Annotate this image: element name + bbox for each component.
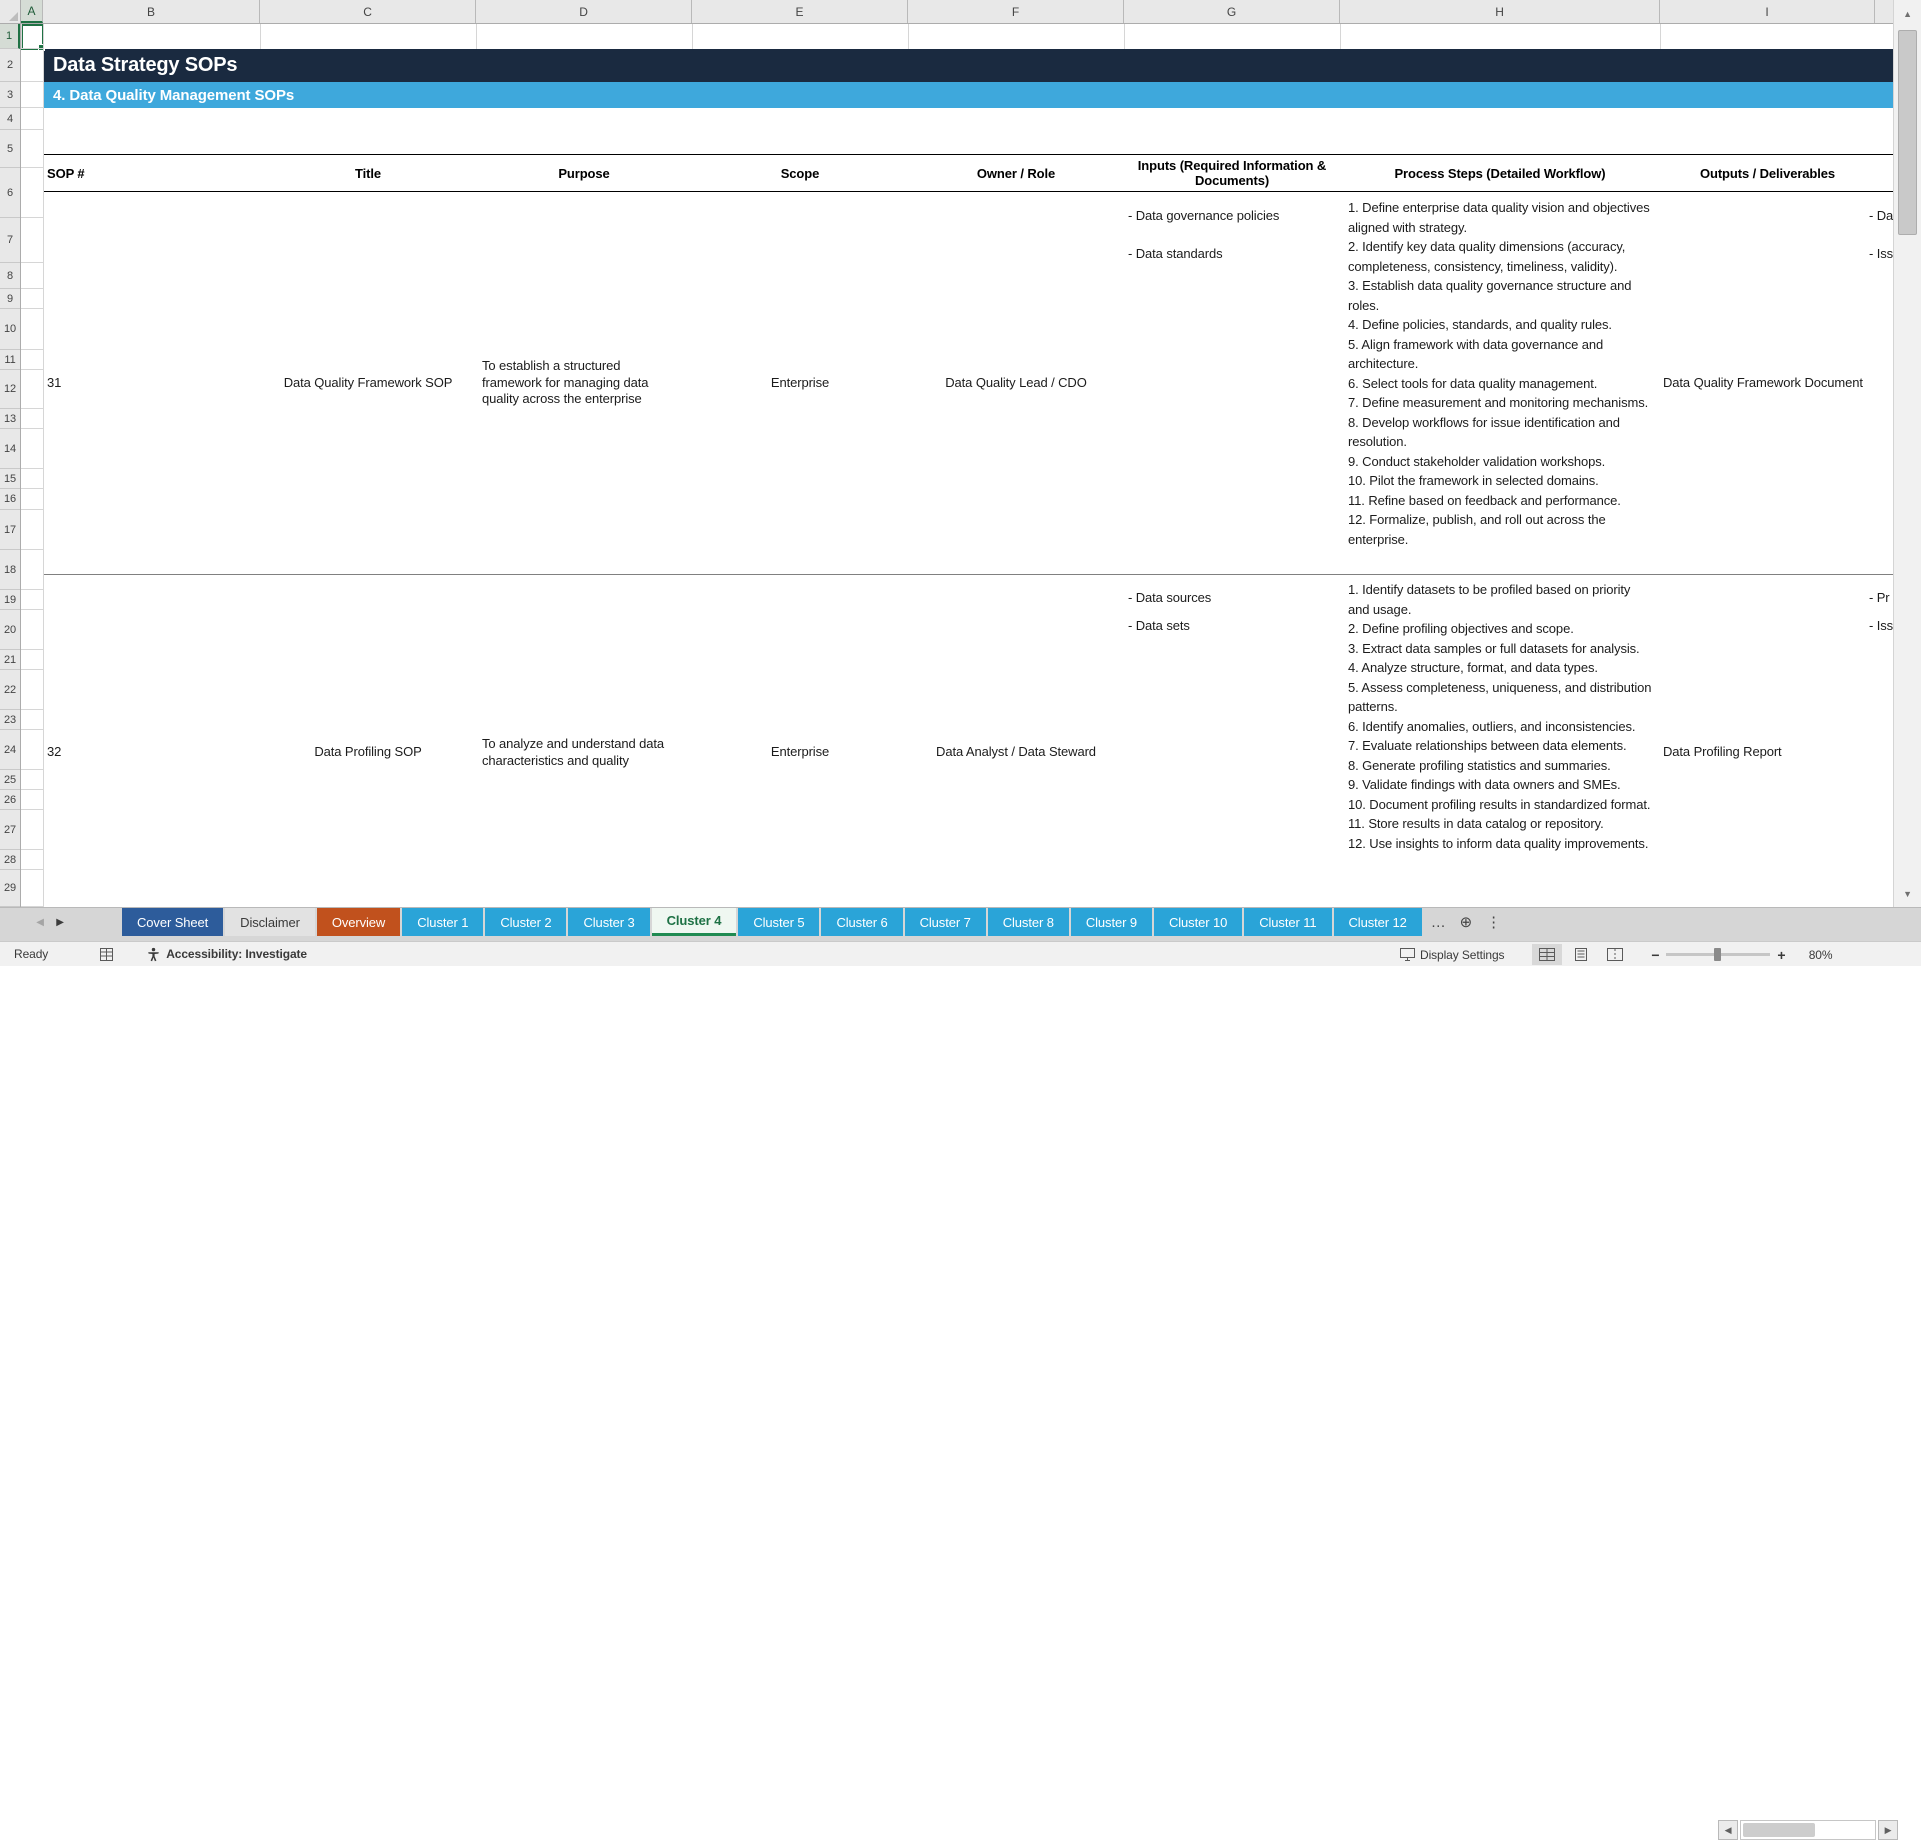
row-header-12[interactable]: 12 xyxy=(0,370,20,409)
table-header-I: Outputs / Deliverables xyxy=(1699,165,1836,181)
column-header-strip xyxy=(21,0,1893,24)
outputs-text: Data Profiling Report xyxy=(1663,744,1782,760)
cell-owner[interactable] xyxy=(908,192,1124,574)
column-header-B[interactable]: B xyxy=(43,0,260,23)
gridline xyxy=(21,262,43,263)
sheet-tabs xyxy=(122,908,1424,936)
normal-view-button[interactable] xyxy=(1532,944,1562,965)
tab-scroll-right-icon: ▶ xyxy=(56,916,64,928)
row-header-5[interactable]: 5 xyxy=(0,130,20,168)
row-header-21[interactable]: 21 xyxy=(0,650,20,670)
sheet-tab-cluster-5[interactable]: Cluster 5 xyxy=(738,908,819,936)
row-header-15[interactable]: 15 xyxy=(0,469,20,489)
zoom-level-label[interactable]: 80% xyxy=(1808,947,1833,962)
sop-number-text: 32 xyxy=(47,744,62,760)
cell-process-steps[interactable] xyxy=(1340,574,1660,931)
table-header-D: Purpose xyxy=(558,165,610,181)
column-header-H[interactable]: H xyxy=(1340,0,1660,23)
status-bar xyxy=(0,941,1921,966)
page-break-preview-icon xyxy=(1607,948,1623,961)
row-header-28[interactable]: 28 xyxy=(0,850,20,870)
gridline xyxy=(908,24,909,49)
add-sheet-icon: ⊕ xyxy=(1459,914,1473,931)
column-header-A[interactable]: A xyxy=(21,0,43,23)
scroll-down-icon: ▼ xyxy=(1903,888,1912,899)
cell-owner[interactable] xyxy=(908,574,1124,931)
gridline xyxy=(1124,24,1125,49)
normal-view-icon xyxy=(1539,948,1555,961)
row-header-11[interactable]: 11 xyxy=(0,350,20,370)
clipped-text: - Pr xyxy=(1869,590,1890,605)
accessibility-status[interactable] xyxy=(146,947,307,962)
process-step: 11. Refine based on feedback and performance. xyxy=(1348,492,1621,508)
process-step: 7. Evaluate relationships between data elements. xyxy=(1348,738,1627,753)
scope-text: Enterprise xyxy=(770,744,830,760)
row-header-17[interactable]: 17 xyxy=(0,510,20,550)
gridline xyxy=(692,24,693,49)
process-step: 4. Define policies, standards, and quality rules. xyxy=(1348,317,1612,332)
row-header-25[interactable]: 25 xyxy=(0,770,20,790)
gridline xyxy=(21,589,43,590)
process-step: 11. Store results in data catalog or repository. xyxy=(1348,816,1604,831)
row-header-2[interactable]: 2 xyxy=(0,49,20,82)
title-text: Data Quality Framework SOP xyxy=(283,374,453,390)
process-step: 9. Validate findings with data owners and SMEs. xyxy=(1348,777,1621,792)
table-header-F: Owner / Role xyxy=(976,165,1056,181)
sheet-tab-disclaimer[interactable]: Disclaimer xyxy=(225,908,315,936)
cell-next-column-clipped xyxy=(1869,192,1893,574)
scroll-up-icon: ▲ xyxy=(1903,8,1912,19)
gridline xyxy=(21,308,43,309)
gridline xyxy=(21,129,43,130)
sheet-tab-cluster-6[interactable]: Cluster 6 xyxy=(821,908,902,936)
row-header-19[interactable]: 19 xyxy=(0,590,20,610)
outputs-text: Data Quality Framework Document xyxy=(1663,374,1863,390)
process-step: 12. Formalize, publish, and roll out across the enterprise. xyxy=(1348,512,1606,547)
gridline xyxy=(260,24,261,49)
process-step: 12. Use insights to inform data quality improvements. xyxy=(1348,835,1649,851)
sheet-tab-cluster-11[interactable]: Cluster 11 xyxy=(1244,908,1331,936)
sheet-tab-cover-sheet[interactable]: Cover Sheet xyxy=(122,908,223,936)
cell-inputs[interactable] xyxy=(1124,192,1340,574)
more-sheets-icon: ⋮ xyxy=(1486,914,1502,931)
column-header-C[interactable]: C xyxy=(260,0,476,23)
process-step: 8. Develop workflows for issue identification and resolution. xyxy=(1348,414,1620,449)
cell-title[interactable] xyxy=(260,574,476,931)
new-sheet-button[interactable] xyxy=(1453,908,1479,936)
row-header-7[interactable]: 7 xyxy=(0,218,20,263)
cell-title[interactable] xyxy=(260,192,476,574)
row-header-29[interactable]: 29 xyxy=(0,870,20,907)
process-step: 6. Identify anomalies, outliers, and inconsistencies. xyxy=(1348,718,1636,734)
gridline xyxy=(1660,24,1661,49)
sop-number-text: 31 xyxy=(47,374,62,390)
gridline xyxy=(21,488,43,489)
page-layout-view-icon xyxy=(1573,948,1589,961)
process-step: 6. Select tools for data quality management. xyxy=(1348,375,1598,391)
table-header-G: Inputs (Required Information & Documents) xyxy=(1137,158,1327,188)
gridline xyxy=(21,408,43,409)
cell-next-column-clipped xyxy=(1869,574,1893,931)
cell-outputs[interactable] xyxy=(1660,574,1875,931)
row-header-20[interactable]: 20 xyxy=(0,610,20,650)
row-header-6[interactable]: 6 xyxy=(0,168,20,218)
row-header-18[interactable]: 18 xyxy=(0,550,20,590)
process-step: 3. Establish data quality governance structure and roles. xyxy=(1348,278,1632,313)
gridline xyxy=(21,349,43,350)
status-ready-label: Ready xyxy=(14,947,49,961)
sheet-tab-cluster-4[interactable]: Cluster 4 xyxy=(652,908,737,936)
process-step: 5. Assess completeness, uniqueness, and distribution patterns. xyxy=(1348,679,1652,714)
vertical-scroll-thumb[interactable] xyxy=(1898,30,1917,235)
cell-outputs[interactable] xyxy=(1660,192,1875,574)
tab-scroll-left-button[interactable] xyxy=(30,908,50,936)
gridline xyxy=(21,809,43,810)
gridline xyxy=(21,428,43,429)
column-header-I[interactable]: I xyxy=(1660,0,1875,23)
gridline xyxy=(21,769,43,770)
process-step: 9. Conduct stakeholder validation workshops. xyxy=(1348,453,1606,469)
process-step: 4. Analyze structure, format, and data types. xyxy=(1348,660,1598,675)
table-header-E: Scope xyxy=(780,165,820,181)
gridline xyxy=(21,669,43,670)
gridline xyxy=(21,24,22,49)
vertical-scrollbar[interactable] xyxy=(1893,0,1921,907)
purpose-text: To analyze and understand data characteristics and quality xyxy=(482,736,665,768)
cell-inputs[interactable] xyxy=(1124,574,1340,931)
row-header-10[interactable]: 10 xyxy=(0,309,20,350)
hidden-tabs-ellipsis: … xyxy=(1430,913,1446,931)
cell-sop-number[interactable] xyxy=(43,192,260,574)
title-text: Data Profiling SOP xyxy=(314,744,422,760)
display-settings-icon xyxy=(1400,948,1415,961)
status-bar-right xyxy=(1400,942,1832,967)
row-header-4[interactable]: 4 xyxy=(0,108,20,130)
row-header-3[interactable]: 3 xyxy=(0,82,20,108)
cell-scope[interactable] xyxy=(692,192,908,574)
page-layout-view-button[interactable] xyxy=(1566,944,1596,965)
section-title: 4. Data Quality Management SOPs xyxy=(53,86,295,104)
zoom-in-button[interactable]: + xyxy=(1777,946,1786,963)
row-header-1[interactable]: 1 xyxy=(0,24,20,49)
gridline xyxy=(476,24,477,49)
purpose-text: To establish a structured framework for managing data quality across the enterprise xyxy=(482,358,649,407)
gridline xyxy=(21,217,43,218)
row-header-23[interactable]: 23 xyxy=(0,710,20,730)
process-step: 10. Pilot the framework in selected domains. xyxy=(1348,473,1599,488)
cell-purpose[interactable] xyxy=(476,192,692,574)
input-item: - Data sets xyxy=(1128,618,1190,633)
gridline xyxy=(21,107,43,108)
gridline xyxy=(21,48,43,49)
owner-text: Data Quality Lead / CDO xyxy=(945,374,1087,390)
cell-purpose[interactable] xyxy=(476,574,692,931)
tab-scroll-left-icon: ◀ xyxy=(36,916,44,928)
gridline xyxy=(21,288,43,289)
h-scroll-thumb[interactable] xyxy=(1743,1823,1815,1837)
process-step: 2. Identify key data quality dimensions (accuracy, completeness, consistency, timeliness, validity). xyxy=(1348,239,1626,274)
cell-sop-number[interactable] xyxy=(43,574,260,931)
scroll-down-button[interactable] xyxy=(1896,882,1919,905)
process-step: 10. Document profiling results in standardized format. xyxy=(1348,796,1651,812)
scroll-up-button[interactable] xyxy=(1896,2,1919,25)
macro-record-icon[interactable] xyxy=(100,948,113,961)
column-header-F[interactable]: F xyxy=(908,0,1124,23)
zoom-slider-track[interactable] xyxy=(1666,953,1770,956)
row-header-22[interactable]: 22 xyxy=(0,670,20,710)
process-step: 1. Define enterprise data quality vision and objectives aligned with strategy. xyxy=(1348,200,1650,235)
gridline xyxy=(21,649,43,650)
gridline xyxy=(21,468,43,469)
input-item: - Data sources xyxy=(1128,590,1212,605)
h-scroll-left-icon: ◀ xyxy=(1724,1824,1732,1835)
h-scroll-right-icon: ▶ xyxy=(1884,1824,1892,1835)
accessibility-icon xyxy=(146,947,161,962)
sheet-tab-cluster-8[interactable]: Cluster 8 xyxy=(988,908,1069,936)
workbook-title: Data Strategy SOPs xyxy=(53,54,238,76)
row-header-14[interactable]: 14 xyxy=(0,429,20,469)
column-header-D[interactable]: D xyxy=(476,0,692,23)
gridline xyxy=(21,789,43,790)
horizontal-scrollbar[interactable] xyxy=(1718,1820,1898,1840)
zoom-out-button[interactable]: − xyxy=(1651,946,1660,963)
sheet-tab-cluster-10[interactable]: Cluster 10 xyxy=(1154,908,1242,936)
process-step: 3. Extract data samples or full datasets for analysis. xyxy=(1348,640,1640,656)
process-step: 1. Identify datasets to be profiled based on priority and usage. xyxy=(1348,582,1631,617)
scope-text: Enterprise xyxy=(770,374,830,390)
sheet-tab-cluster-9[interactable]: Cluster 9 xyxy=(1071,908,1152,936)
sheet-tab-cluster-1[interactable]: Cluster 1 xyxy=(402,908,483,936)
sheet-tab-cluster-12[interactable]: Cluster 12 xyxy=(1334,908,1422,936)
zoom-control xyxy=(1648,947,1832,963)
h-scroll-left-button[interactable] xyxy=(1718,1820,1738,1840)
column-header-G[interactable]: G xyxy=(1124,0,1340,23)
h-scroll-right-button[interactable] xyxy=(1878,1820,1898,1840)
row-header-24[interactable]: 24 xyxy=(0,730,20,770)
gridline xyxy=(1340,24,1341,49)
sheet-tab-cluster-2[interactable]: Cluster 2 xyxy=(485,908,566,936)
column-header-E[interactable]: E xyxy=(692,0,908,23)
tab-scroll-right-button[interactable] xyxy=(50,908,70,936)
row-header-8[interactable]: 8 xyxy=(0,263,20,289)
zoom-slider-thumb[interactable] xyxy=(1714,948,1721,961)
row-header-strip xyxy=(0,24,21,907)
gridline xyxy=(21,167,43,168)
owner-text: Data Analyst / Data Steward xyxy=(936,744,1096,760)
select-all-triangle-icon xyxy=(9,12,18,21)
gridline xyxy=(21,709,43,710)
gridline xyxy=(21,549,43,550)
row-header-27[interactable]: 27 xyxy=(0,810,20,850)
section-title-band xyxy=(43,82,1903,108)
row-header-16[interactable]: 16 xyxy=(0,489,20,510)
clipped-text: - Da xyxy=(1869,208,1894,223)
gridline xyxy=(21,869,43,870)
table-header-C: Title xyxy=(355,165,381,181)
process-step: 7. Define measurement and monitoring mechanisms. xyxy=(1348,395,1649,410)
gridline xyxy=(21,609,43,610)
table-header-H: Process Steps (Detailed Workflow) xyxy=(1394,165,1606,181)
process-step: 2. Define profiling objectives and scope. xyxy=(1348,621,1574,636)
sheet-tab-cluster-3[interactable]: Cluster 3 xyxy=(568,908,649,936)
worksheet-grid[interactable] xyxy=(21,24,1893,907)
gridline xyxy=(21,509,43,510)
selected-cell-A1[interactable] xyxy=(21,24,44,50)
cell-scope[interactable] xyxy=(692,574,908,931)
page-break-preview-button[interactable] xyxy=(1600,944,1630,965)
process-step: 5. Align framework with data governance and architecture. xyxy=(1348,336,1604,371)
row-header-26[interactable]: 26 xyxy=(0,790,20,810)
clipped-text: - Iss xyxy=(1869,246,1894,261)
table-header-B: SOP # xyxy=(47,165,85,181)
h-scroll-track[interactable] xyxy=(1740,1820,1876,1840)
workbook-title-band xyxy=(43,49,1903,82)
select-all-corner[interactable] xyxy=(0,0,21,24)
sheet-tab-cluster-7[interactable]: Cluster 7 xyxy=(905,908,986,936)
gridline xyxy=(21,849,43,850)
sheet-tab-overview[interactable]: Overview xyxy=(317,908,400,936)
gridline xyxy=(21,729,43,730)
sheet-options-button[interactable] xyxy=(1479,908,1508,936)
gridline xyxy=(21,81,43,82)
input-item: - Data standards xyxy=(1128,246,1223,261)
display-settings-button[interactable] xyxy=(1400,948,1504,962)
accessibility-label: Accessibility: Investigate xyxy=(166,947,307,961)
cell-process-steps[interactable] xyxy=(1340,192,1660,574)
gridline xyxy=(21,369,43,370)
input-item: - Data governance policies xyxy=(1128,208,1280,223)
row-header-13[interactable]: 13 xyxy=(0,409,20,429)
row-header-9[interactable]: 9 xyxy=(0,289,20,309)
display-settings-label: Display Settings xyxy=(1420,947,1505,962)
clipped-text: - Iss xyxy=(1869,618,1894,633)
process-step: 8. Generate profiling statistics and summaries. xyxy=(1348,757,1611,773)
